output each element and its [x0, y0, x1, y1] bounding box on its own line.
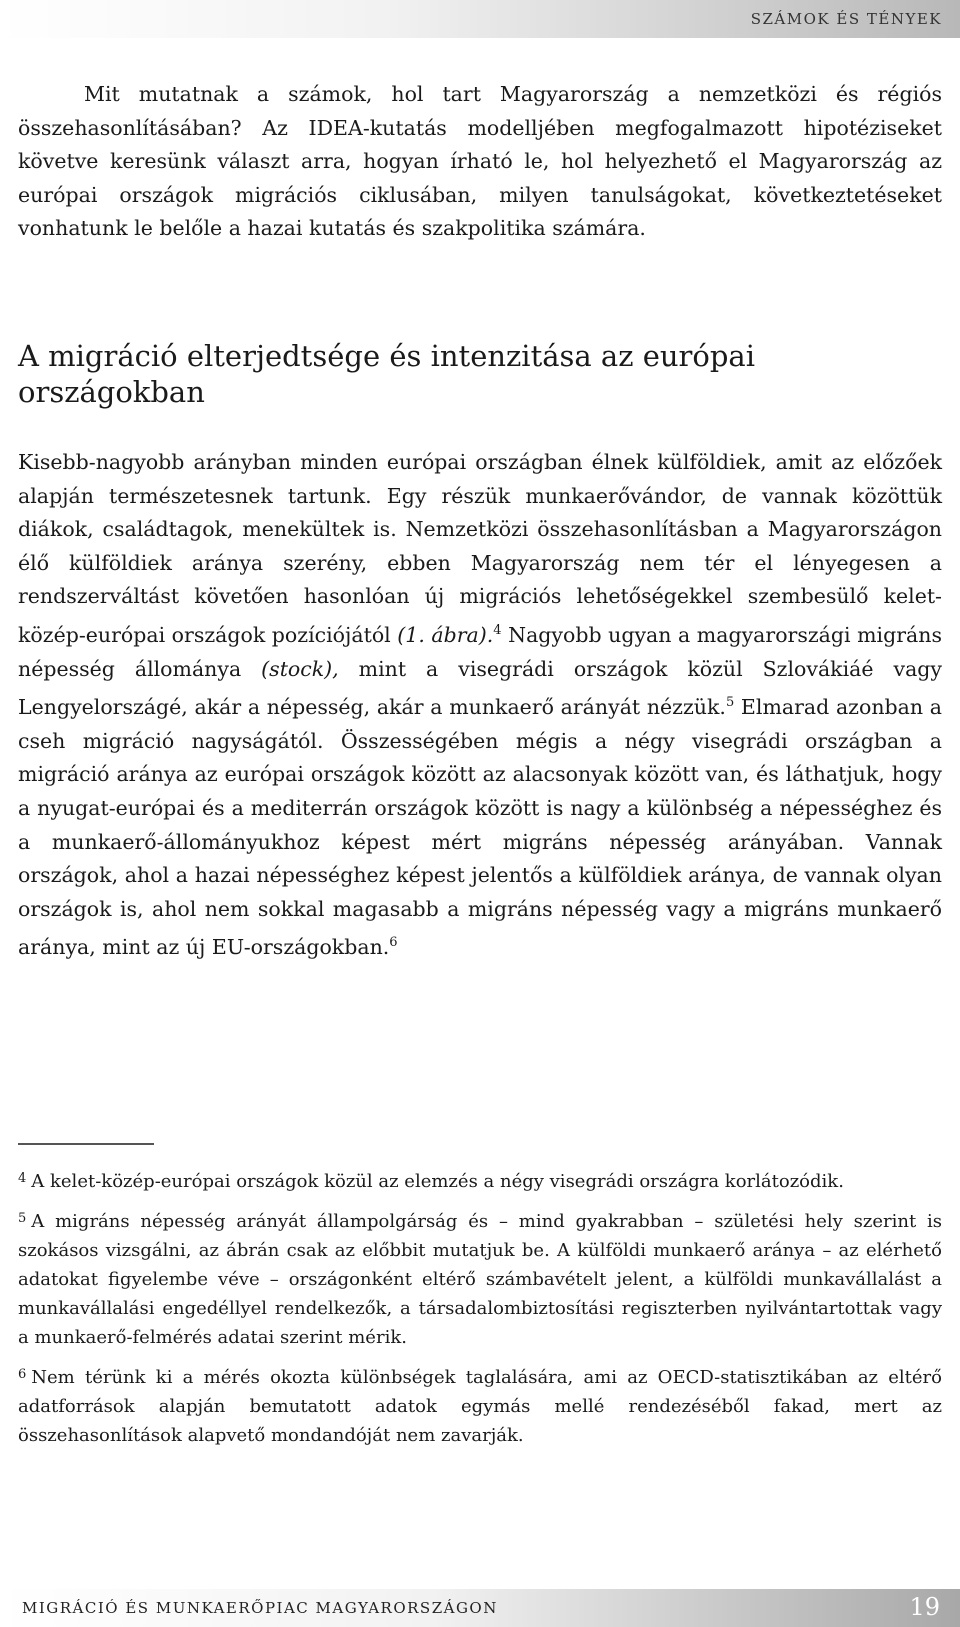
figure-reference: (1. ábra). — [397, 622, 494, 647]
book-title: MIGRÁCIÓ ÉS MUNKAERŐPIAC MAGYARORSZÁGON — [22, 1599, 498, 1617]
intro-paragraph: Mit mutatnak a számok, hol tart Magyarország a nemzetközi és régiós összehasonlításában? Az IDEA-kutatás modelljében megfogalmazott hipotéziseket követve keresünk választ arra, hogyan írható le, hol helyezhető el Magyarország az európai országok migrációs ciklusában, milyen tanulságokat, következtetéseket vonhatunk le belőle a hazai kutatás és szakpolitika számára. — [18, 82, 942, 241]
running-header-title: SZÁMOK ÉS TÉNYEK — [750, 10, 942, 28]
body-text-part-1: Kisebb-nagyobb arányban minden európai országban élnek külföldiek, amit az előzőek alapján természetesnek tartunk. Egy részük munkaerővándor, de vannak közöttük diákok, családtagok, menekültek is. Nemzetközi összehasonlításban a Magyarországon élő külföldiek aránya szerény, ebben Magyarország nem tér el lényegesen a rendszerváltást követően hasonlóan új migrációs lehetőségekkel szembesülő kelet-közép-európai országok pozíciójától — [18, 450, 942, 647]
page-number: 19 — [909, 1593, 940, 1621]
body-text-part-3: mint a visegrádi országok közül Szlovákiáé vagy Lengyelországé, akár a népesség, akár a munkaerő arányát nézzük. — [18, 656, 942, 720]
footnotes — [18, 1164, 942, 1458]
section-heading: A migráció elterjedtsége és intenzitása az európai országokban — [18, 339, 755, 409]
footnote-4 — [18, 1164, 942, 1196]
footnote-text: A kelet-közép-európai országok közül az elemzés a négy visegrádi országra korlátozódik. — [31, 1171, 844, 1192]
body-text-part-2: Nagyobb ugyan a magyarországi migráns népesség állománya — [18, 622, 942, 681]
footnote-number: 4 — [18, 1171, 27, 1186]
running-header — [0, 0, 960, 38]
footnote-5 — [18, 1204, 942, 1352]
footnote-text: A migráns népesség arányát állampolgárság és – mind gyakrabban – születési hely szerint is szokásos vizsgálni, az ábrán csak az előbbit mutatjuk be. A külföldi munkaerő aránya – az elérhető adatokat figyelembe véve – országonként eltérő számbavételt jelent, a külföldi munkavállalást a munkavállalási engedéllyel rendelkezők, a társadalombiztosítási regiszterben nyilvántartottak vagy a munkaerő-felmérés adatai szerint mérik. — [18, 1211, 942, 1348]
footnote-text: Nem térünk ki a mérés okozta különbségek taglalására, ami az OECD-statisztikában az eltérő adatforrások alapján bemutatott adatok egymás mellé rendezéséből fakad, mert az összehasonlítások alapvető mondandóját nem zavarják. — [18, 1367, 942, 1446]
footnote-ref-6: 6 — [389, 935, 398, 951]
footnote-separator — [18, 1143, 154, 1145]
intro-section — [18, 78, 942, 246]
body-section — [18, 446, 942, 965]
footnote-6 — [18, 1360, 942, 1450]
running-footer — [0, 1589, 960, 1627]
footnote-ref-5: 5 — [725, 695, 735, 711]
footnote-number: 6 — [18, 1367, 27, 1382]
stock-term: (stock), — [261, 656, 339, 681]
body-paragraph — [18, 446, 942, 965]
footnote-number: 5 — [18, 1211, 27, 1226]
footnote-ref-4: 4 — [493, 622, 502, 638]
body-text-part-4: Elmarad azonban a cseh migráció nagyságától. Összességében mégis a négy visegrádi országban a migráció aránya az európai országok között az alacsonyak között van, és láthatjuk, hogy a nyugat-európai és a mediterrán országok között is nagy a különbség a népességhez és a munkaerő-állományukhoz képest mért migráns népesség arányában. Vannak országok, ahol a hazai népességhez képest jelentős a külföldiek aránya, de vannak olyan országok is, ahol nem sokkal magasabb a migráns népesség vagy a migráns munkaerő aránya, mint az új EU-országokban. — [18, 695, 942, 960]
